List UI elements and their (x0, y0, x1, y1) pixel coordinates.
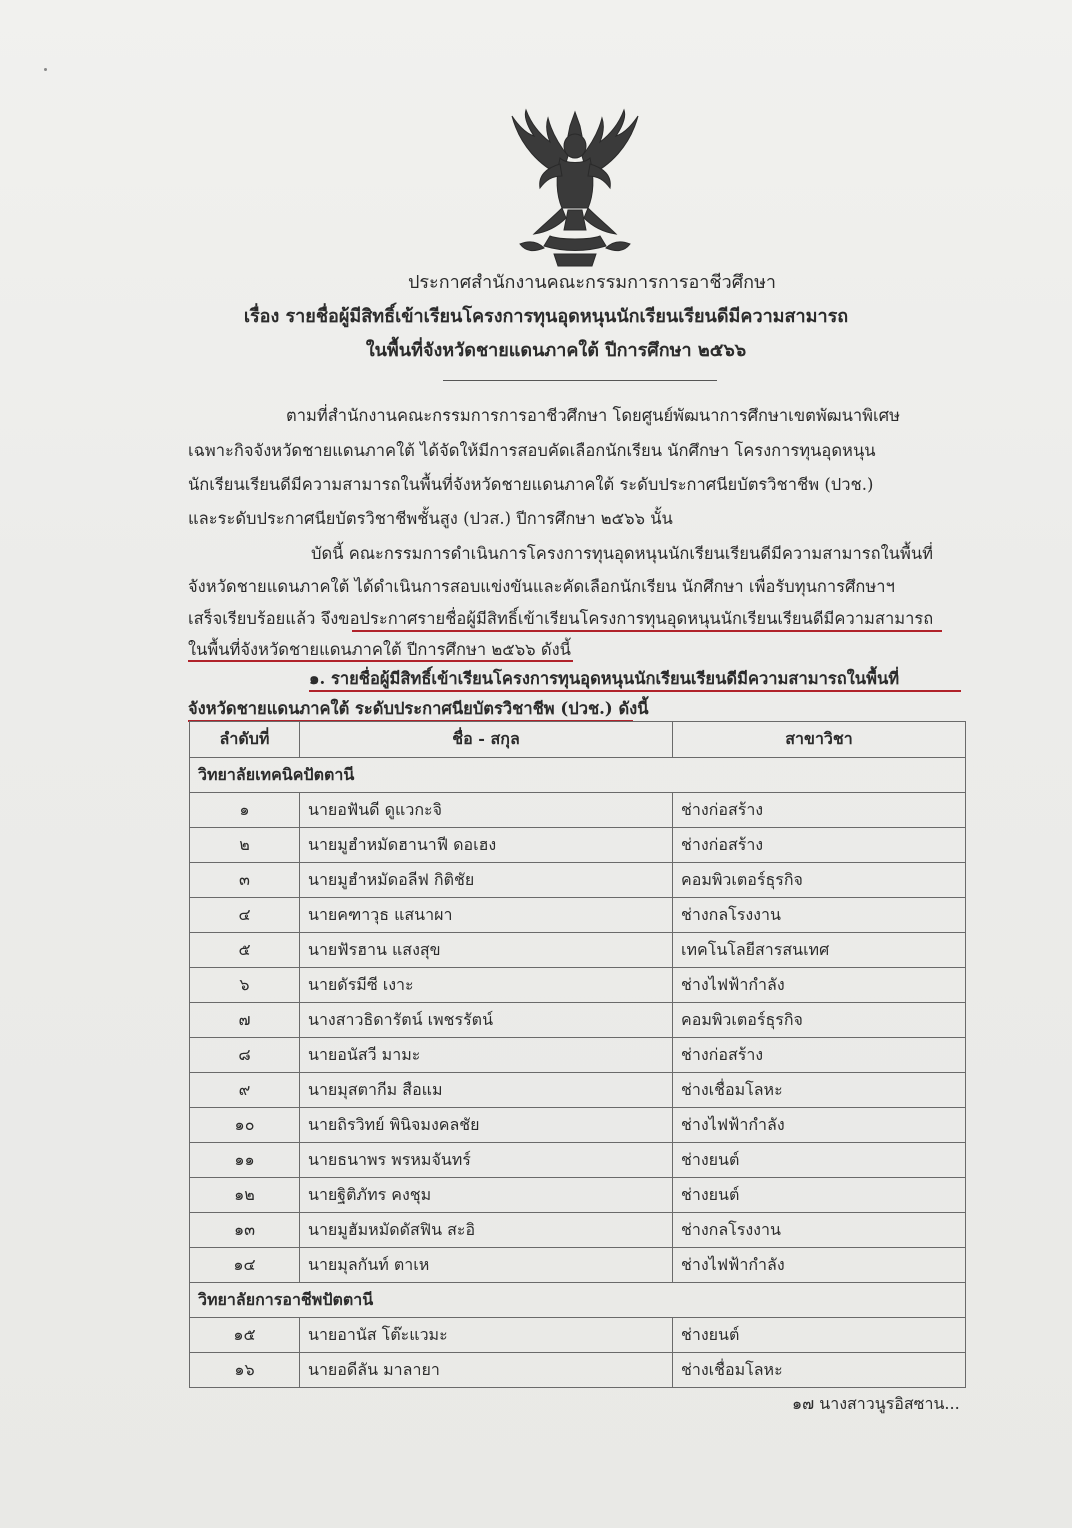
student-name: นายฐิติภัทร คงชุม (300, 1178, 673, 1213)
recipients-table (189, 721, 966, 1388)
student-major: ช่างเชื่อมโลหะ (673, 1353, 966, 1388)
row-number: ๓ (190, 863, 300, 898)
student-name: นายธนาพร พรหมจันทร์ (300, 1143, 673, 1178)
paragraph-2-line: บัดนี้ คณะกรรมการดำเนินการโครงการทุนอุดหนุนนักเรียนเรียนดีมีความสามารถในพื้นที่ (311, 544, 933, 563)
table-row (190, 1318, 966, 1353)
table-row (190, 863, 966, 898)
student-name: นายอฟันดี ดูแวกะจิ (300, 793, 673, 828)
row-number: ๑ (190, 793, 300, 828)
table-row (190, 898, 966, 933)
student-name: นายอดีลัน มาลายา (300, 1353, 673, 1388)
continuation-note: ๑๗ นางสาวนูรอิสซาน... (792, 1394, 960, 1413)
dust-speck (44, 68, 47, 71)
college-name: วิทยาลัยการอาชีพปัตตานี (190, 1283, 966, 1318)
announcement-title: ประกาศสำนักงานคณะกรรมการการอาชีวศึกษา (407, 272, 777, 293)
row-number: ๑๒ (190, 1178, 300, 1213)
student-major: ช่างไฟฟ้ากำลัง (673, 968, 966, 1003)
row-number: ๑๔ (190, 1248, 300, 1283)
student-major: ช่างเชื่อมโลหะ (673, 1073, 966, 1108)
table-row (190, 1073, 966, 1108)
table-row (190, 1178, 966, 1213)
highlight-underline (352, 630, 942, 632)
student-major: ช่างยนต์ (673, 1143, 966, 1178)
student-major: ช่างก่อสร้าง (673, 793, 966, 828)
student-major: คอมพิวเตอร์ธุรกิจ (673, 1003, 966, 1038)
student-name: นางสาวธิดารัตน์ เพชรรัตน์ (300, 1003, 673, 1038)
row-number: ๑๑ (190, 1143, 300, 1178)
row-number: ๑๕ (190, 1318, 300, 1353)
table-row (190, 828, 966, 863)
header-major: สาขาวิชา (673, 722, 966, 758)
announcement-subject: เรื่อง รายชื่อผู้มีสิทธิ์เข้าเรียนโครงการทุนอุดหนุนนักเรียนเรียนดีมีความสามารถ (243, 306, 849, 327)
student-major: เทคโนโลยีสารสนเทศ (673, 933, 966, 968)
paragraph-1-line: นักเรียนเรียนดีมีความสามารถในพื้นที่จังหวัดชายแดนภาคใต้ ระดับประกาศนียบัตรวิชาชีพ (ปวช.) (188, 475, 874, 494)
paragraph-1-line: เฉพาะกิจจังหวัดชายแดนภาคใต้ ได้จัดให้มีการสอบคัดเลือกนักเรียน นักศึกษา โครงการทุนอุดหนุน (188, 441, 876, 460)
table-row (190, 968, 966, 1003)
student-major: ช่างยนต์ (673, 1318, 966, 1353)
row-number: ๒ (190, 828, 300, 863)
row-number: ๕ (190, 933, 300, 968)
highlight-underline (188, 660, 573, 662)
header-name: ชื่อ - สกุล (300, 722, 673, 758)
section-1-heading: ๑. รายชื่อผู้มีสิทธิ์เข้าเรียนโครงการทุนอุดหนุนนักเรียนเรียนดีมีความสามารถในพื้นที่ (309, 669, 900, 688)
student-name: นายมูฮำหมัดอลีฟ กิติชัย (300, 863, 673, 898)
row-number: ๘ (190, 1038, 300, 1073)
announcement-subject-cont: ในพื้นที่จังหวัดชายแดนภาคใต้ ปีการศึกษา ๒๕๖๖ (365, 340, 747, 361)
table-row (190, 1003, 966, 1038)
table-row (190, 1353, 966, 1388)
student-major: ช่างก่อสร้าง (673, 828, 966, 863)
college-group-row (190, 758, 966, 793)
garuda-emblem-icon (490, 106, 660, 271)
student-name: นายมูฮัมหมัดดัสฟิน สะอิ (300, 1213, 673, 1248)
row-number: ๔ (190, 898, 300, 933)
highlight-underline (309, 690, 961, 692)
student-major: ช่างกลโรงงาน (673, 1213, 966, 1248)
table-row (190, 1143, 966, 1178)
table-row (190, 793, 966, 828)
student-name: นายฟัรฮาน แสงสุข (300, 933, 673, 968)
student-name: นายถิรวิทย์ พินิจมงคลชัย (300, 1108, 673, 1143)
paragraph-2-line: จังหวัดชายแดนภาคใต้ ได้ดำเนินการสอบแข่งขันและคัดเลือกนักเรียน นักศึกษา เพื่อรับทุนการศึกษาฯ (188, 577, 895, 596)
row-number: ๗ (190, 1003, 300, 1038)
student-major: ช่างก่อสร้าง (673, 1038, 966, 1073)
student-name: นายมุลกันท์ ตาเห (300, 1248, 673, 1283)
student-name: นายดัรมีซี เงาะ (300, 968, 673, 1003)
paragraph-2-line: เสร็จเรียบร้อยแล้ว จึงขอประกาศรายชื่อผู้มีสิทธิ์เข้าเรียนโครงการทุนอุดหนุนนักเรียนเรียนดีมีความสามารถ (188, 609, 934, 628)
table-row (190, 1248, 966, 1283)
college-name: วิทยาลัยเทคนิคปัตตานี (190, 758, 966, 793)
row-number: ๑๐ (190, 1108, 300, 1143)
paragraph-2-line: ในพื้นที่จังหวัดชายแดนภาคใต้ ปีการศึกษา ๒๕๖๖ ดังนี้ (188, 640, 571, 659)
student-major: ช่างไฟฟ้ากำลัง (673, 1248, 966, 1283)
student-name: นายมุสตากีม สือแม (300, 1073, 673, 1108)
paragraph-1-line: และระดับประกาศนียบัตรวิชาชีพชั้นสูง (ปวส.) ปีการศึกษา ๒๕๖๖ นั้น (188, 509, 673, 528)
table-row (190, 1213, 966, 1248)
row-number: ๑๓ (190, 1213, 300, 1248)
student-name: นายอานัส โต๊ะแวมะ (300, 1318, 673, 1353)
student-major: ช่างกลโรงงาน (673, 898, 966, 933)
row-number: ๙ (190, 1073, 300, 1108)
table-header-row (190, 722, 966, 758)
row-number: ๑๖ (190, 1353, 300, 1388)
table-row (190, 1108, 966, 1143)
college-group-row (190, 1283, 966, 1318)
header-divider (443, 380, 717, 381)
table-row (190, 933, 966, 968)
student-name: นายคฑาวุธ แสนาผา (300, 898, 673, 933)
student-name: นายอนัสวี มามะ (300, 1038, 673, 1073)
row-number: ๖ (190, 968, 300, 1003)
paragraph-1-line: ตามที่สำนักงานคณะกรรมการการอาชีวศึกษา โดยศูนย์พัฒนาการศึกษาเขตพัฒนาพิเศษ (286, 406, 901, 425)
student-major: ช่างยนต์ (673, 1178, 966, 1213)
student-name: นายมูฮำหมัดฮานาฟี ดอเฮง (300, 828, 673, 863)
student-major: คอมพิวเตอร์ธุรกิจ (673, 863, 966, 898)
header-order: ลำดับที่ (190, 722, 300, 758)
table-row (190, 1038, 966, 1073)
student-major: ช่างไฟฟ้ากำลัง (673, 1108, 966, 1143)
section-1-heading-cont: จังหวัดชายแดนภาคใต้ ระดับประกาศนียบัตรวิชาชีพ (ปวช.) ดังนี้ (188, 699, 649, 718)
